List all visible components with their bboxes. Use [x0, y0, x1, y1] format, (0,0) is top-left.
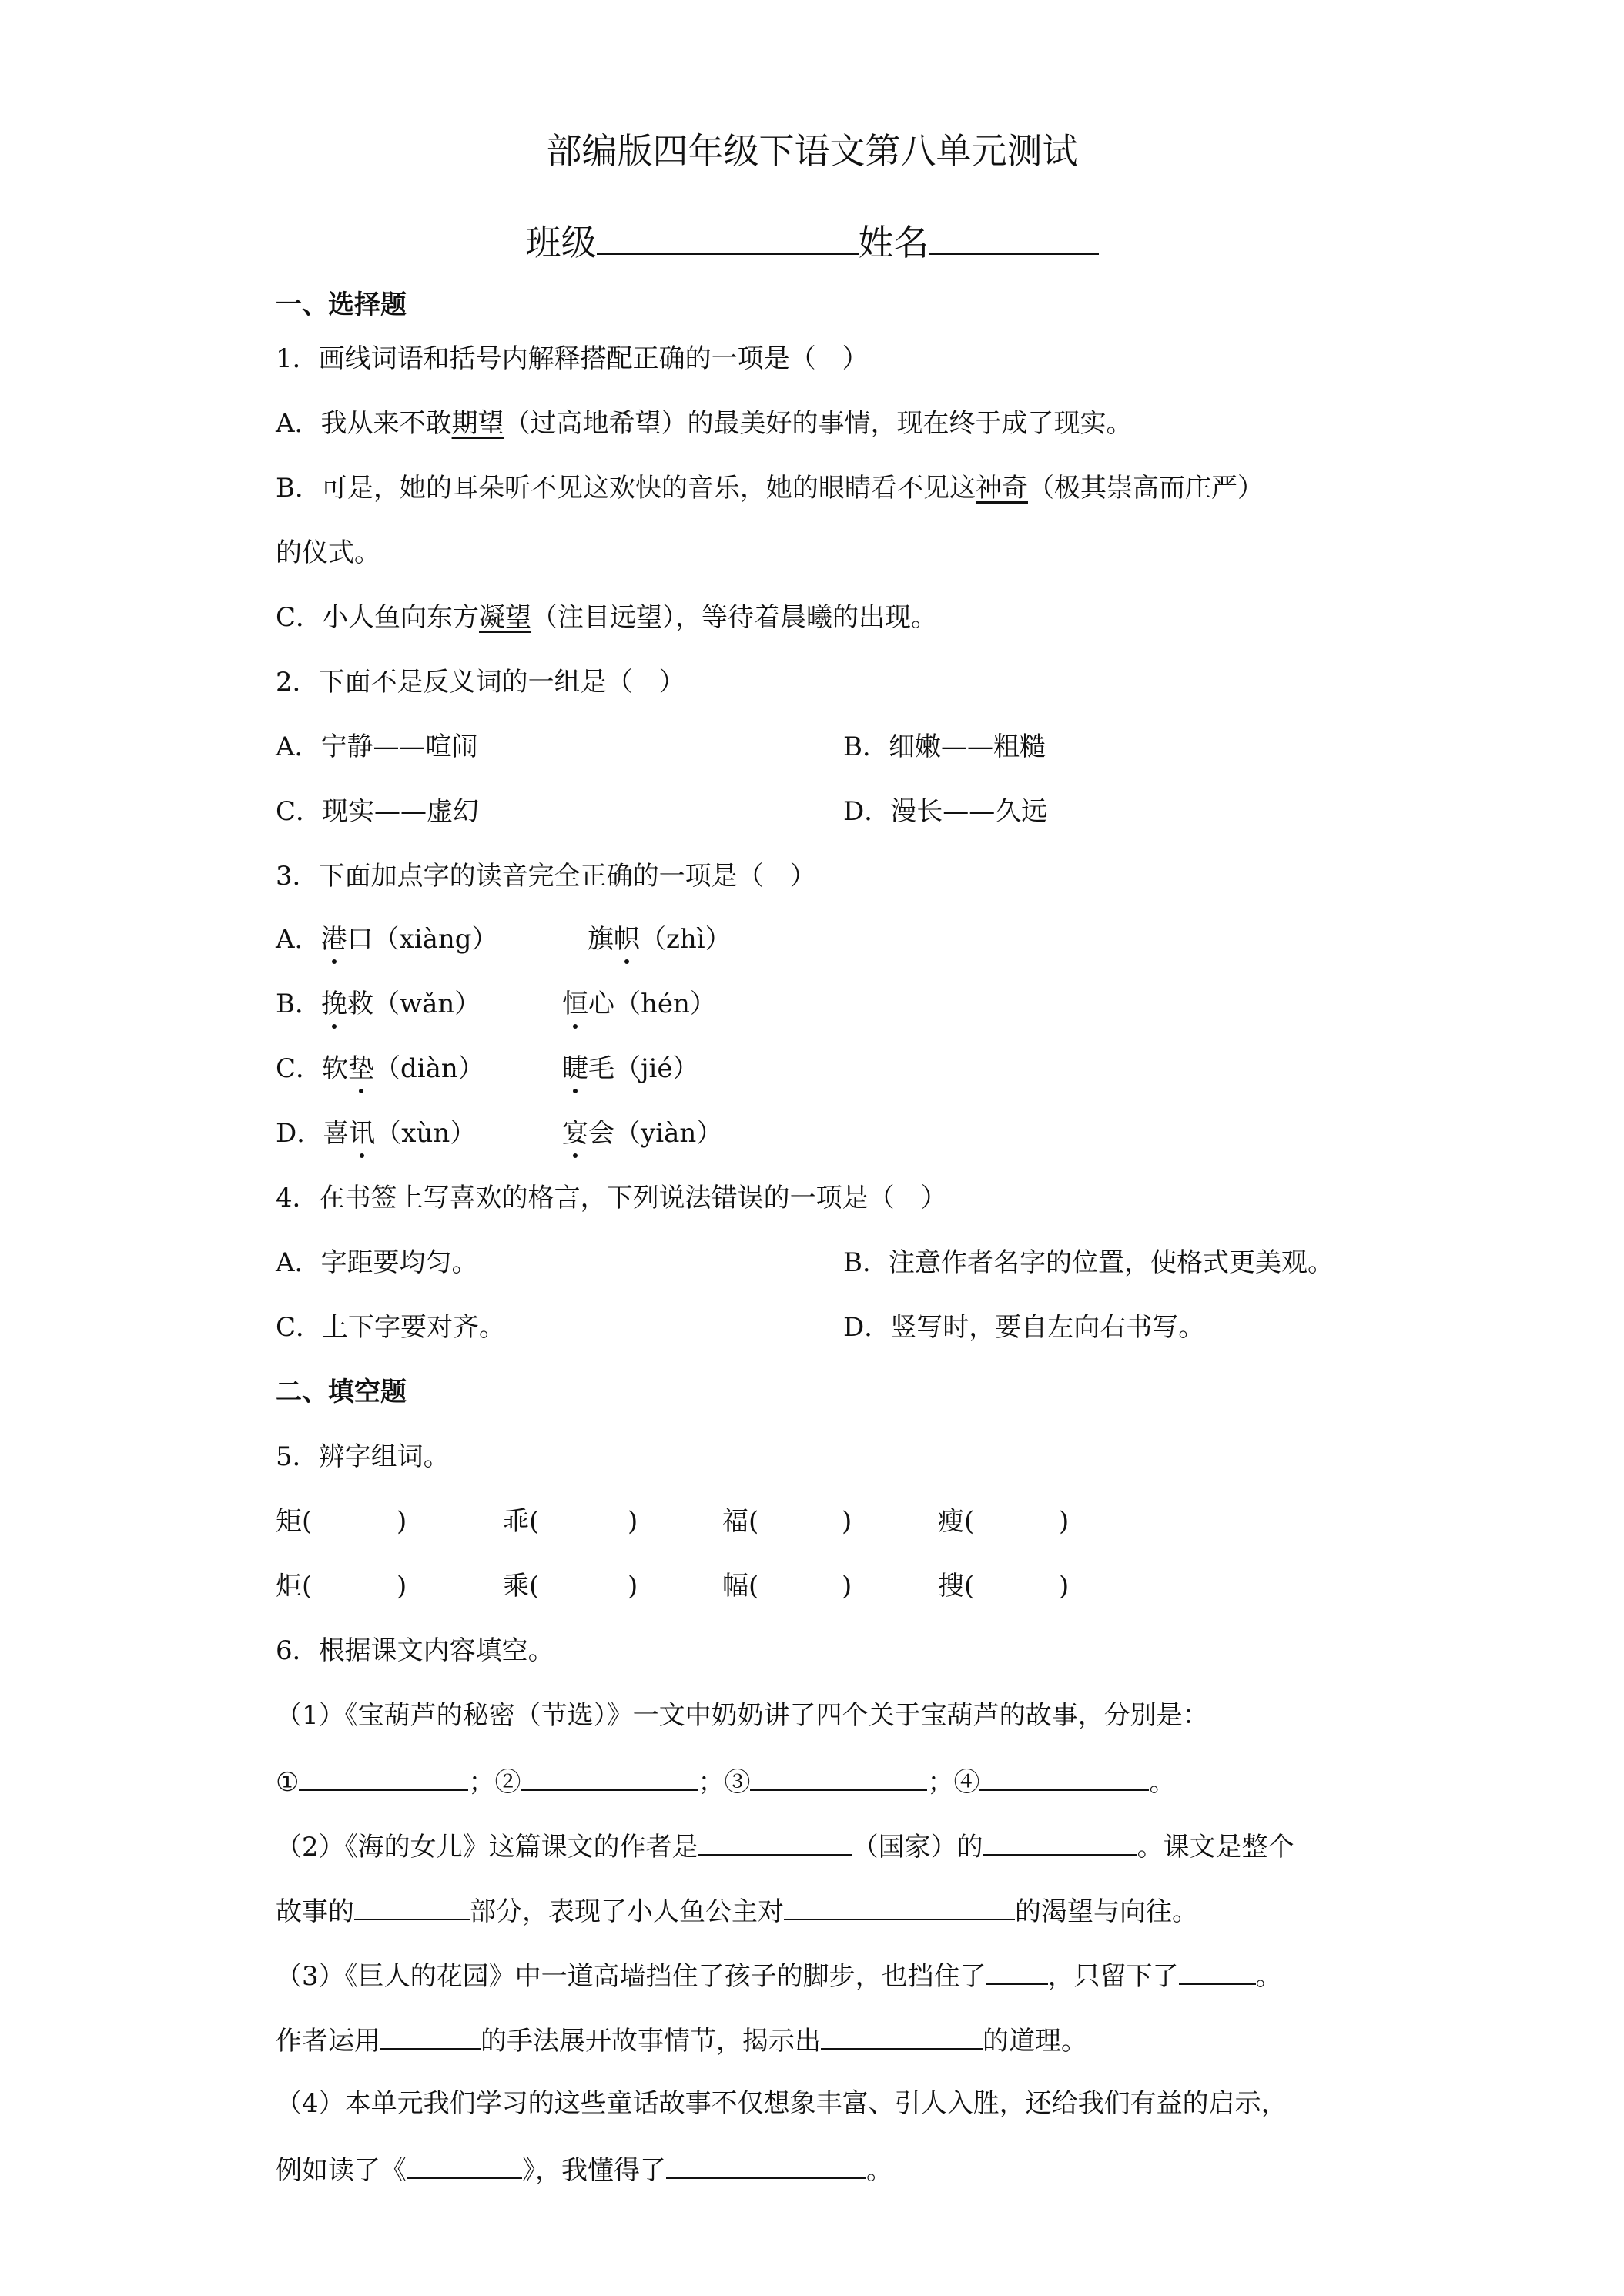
q6-p3-text: ，只留下了 [1047, 1961, 1179, 1992]
q3-c1-pre: 软 [322, 1053, 349, 1084]
q1-stem: 1．画线词语和括号内解释搭配正确的一项是（ ） [276, 343, 869, 374]
q6-p4-text: 。 [866, 2155, 892, 2186]
q5-paren: ) [397, 1571, 407, 1602]
q6-blank-4[interactable] [979, 1763, 1149, 1791]
q5-paren: ) [842, 1506, 852, 1537]
q5-close [1059, 1504, 1069, 1538]
q6-part3-cont [276, 2022, 1087, 2058]
q3-c2-rest: 毛（jié） [588, 1053, 699, 1084]
q6-blank-2[interactable] [521, 1763, 698, 1791]
q3-option-b2 [562, 987, 716, 1021]
q6-p3-text: （3）《巨人的花园》中一道高墙挡住了孩子的脚步，也挡住了 [276, 1961, 986, 1992]
q6-part4-cont [276, 2151, 892, 2187]
q5-close [628, 1569, 638, 1603]
q1-a-rest: （过高地希望）的最美好的事情，现在终于成了现实。 [504, 408, 1133, 439]
q5-cell-2-1[interactable] [276, 1569, 312, 1603]
q3-d1-pre: 喜 [323, 1118, 350, 1149]
q6-part2-cont [276, 1893, 1198, 1929]
class-name-line [0, 216, 1624, 266]
q5-char: 炬( [276, 1571, 313, 1602]
q6-p2-text: 故事的 [276, 1896, 354, 1927]
q1-b-underlined: 神奇 [975, 473, 1028, 504]
q6-blank-story[interactable] [407, 2151, 522, 2179]
q5-paren: ) [1059, 1506, 1070, 1537]
q5-paren: ) [1059, 1571, 1070, 1602]
q5-char: 搜( [938, 1571, 975, 1602]
q6-p2-text: （国家）的 [852, 1832, 983, 1863]
q6-blank-understood[interactable] [666, 2151, 866, 2179]
q6-blank-technique[interactable] [380, 2022, 481, 2050]
q3-b1-rest: 救（wǎn） [347, 989, 481, 1019]
q2-option-b: B．细嫩——粗糙 [843, 731, 1046, 762]
q6-blank-1[interactable] [299, 1763, 468, 1791]
name-blank[interactable] [929, 216, 1099, 255]
q4-option-b: B．注意作者名字的位置，使格式更美观。 [843, 1247, 1334, 1278]
q1-a-text: A．我从来不敢 [276, 408, 452, 439]
q5-paren: ) [628, 1506, 638, 1537]
mark-2: ② [494, 1767, 521, 1798]
q1-a-underlined: 期望 [451, 408, 504, 439]
q5-char: 幅( [722, 1571, 759, 1602]
mark-1: ① [276, 1767, 300, 1798]
q3-d1-dotted: 讯 [349, 1118, 376, 1149]
q3-b1-dotted: 挽 [321, 989, 347, 1019]
q3-c1-rest: （diàn） [374, 1053, 484, 1084]
q3-b2-rest: 心（hén） [588, 989, 716, 1019]
name-label: 姓名 [858, 222, 929, 263]
q6-p2-text: （2）《海的女儿》这篇课文的作者是 [276, 1832, 698, 1863]
q3-option-a [276, 922, 498, 956]
q3-c-label: C． [276, 1053, 323, 1084]
q3-c2-dotted: 睫 [562, 1053, 588, 1084]
q1-option-c [276, 601, 937, 634]
q5-char: 矩( [276, 1506, 313, 1537]
q5-close [397, 1504, 407, 1538]
page-title: 部编版四年级下语文第八单元测试 [546, 130, 1078, 172]
q6-part4: （4）本单元我们学习的这些童话故事不仅想象丰富、引人入胜，还给我们有益的启示， [276, 2088, 1287, 2119]
q6-part2 [276, 1828, 1294, 1864]
mark-3: ③ [724, 1767, 751, 1798]
q6-p2-text: 的渴望与向往。 [1015, 1896, 1198, 1927]
q6-part3 [276, 1957, 1282, 1993]
q3-a2-dotted: 帜 [614, 924, 640, 955]
q5-cell-2-4[interactable] [938, 1569, 974, 1603]
q4-option-c: C．上下字要对齐。 [276, 1312, 506, 1343]
q1-c-text: C．小人鱼向东方 [276, 602, 480, 633]
q3-d-label: D． [276, 1118, 323, 1149]
q5-close [628, 1504, 638, 1538]
q3-option-d [276, 1116, 476, 1150]
q5-cell-2-2[interactable] [503, 1569, 539, 1603]
q2-option-d: D．漫长——久远 [843, 796, 1048, 827]
q6-stem: 6．根据课文内容填空。 [276, 1635, 554, 1666]
q6-blank-blocked[interactable] [986, 1957, 1048, 1985]
q5-close [1059, 1569, 1069, 1603]
q6-p4-text: 》，我懂得了 [522, 2155, 666, 2186]
q6-p2-text: 。课文是整个 [1137, 1832, 1294, 1863]
sep: ； [927, 1767, 954, 1798]
mark-4: ④ [953, 1767, 980, 1798]
q3-a2-rest: （zhì） [640, 924, 732, 955]
q3-option-a2 [588, 922, 732, 956]
q4-stem: 4．在书签上写喜欢的格言，下列说法错误的一项是（ ） [276, 1183, 947, 1213]
q5-paren: ) [842, 1571, 852, 1602]
q5-cell-2-3[interactable] [722, 1569, 758, 1603]
q3-a1-dotted: 港 [320, 924, 347, 955]
class-blank[interactable] [597, 216, 859, 255]
q5-cell-1-4[interactable] [938, 1504, 974, 1538]
q3-a-label: A． [276, 924, 321, 955]
q3-c1-dotted: 垫 [348, 1053, 375, 1084]
q3-option-b [276, 987, 481, 1021]
q5-char: 福( [722, 1506, 759, 1537]
q3-option-c [276, 1052, 484, 1086]
q6-blank-lesson[interactable] [821, 2022, 983, 2050]
q4-option-d: D．竖写时，要自左向右书写。 [843, 1312, 1205, 1343]
q6-part1-blanks [276, 1763, 1175, 1799]
q3-option-c2 [562, 1052, 699, 1086]
q3-b2-dotted: 恒 [562, 989, 588, 1019]
q3-d2-rest: 会（yiàn） [588, 1118, 723, 1149]
q5-cell-1-2[interactable] [503, 1504, 539, 1538]
q1-b-rest: （极其崇高而庄严） [1027, 473, 1264, 504]
q5-char: 瘦( [938, 1506, 975, 1537]
q3-b-label: B． [276, 989, 321, 1019]
q6-p3-text: 的手法展开故事情节，揭示出 [481, 2026, 821, 2057]
section-heading-choice: 一、选择题 [276, 290, 407, 320]
q6-p2-text: 部分，表现了小人鱼公主对 [470, 1896, 784, 1927]
q5-cell-1-3[interactable] [722, 1504, 758, 1538]
q1-b-text: B．可是，她的耳朵听不见这欢快的音乐，她的眼睛看不见这 [276, 473, 976, 504]
end: 。 [1149, 1767, 1176, 1798]
q6-blank-left[interactable] [1179, 1957, 1256, 1985]
q6-p4-text: 例如读了《 [276, 2155, 407, 2186]
q5-close [397, 1569, 407, 1603]
q5-paren: ) [397, 1506, 407, 1537]
q3-a1-rest: 口（xiàng） [347, 924, 498, 955]
sep: ； [468, 1767, 495, 1798]
q5-char: 乘( [503, 1571, 540, 1602]
q1-option-a [276, 407, 1133, 440]
q5-paren: ) [628, 1571, 638, 1602]
q6-p3-text: 。 [1255, 1961, 1282, 1992]
class-label: 班级 [525, 222, 597, 263]
q5-stem: 5．辨字组词。 [276, 1441, 450, 1472]
q3-d1-rest: （xùn） [375, 1118, 477, 1149]
q1-c-rest: （注目远望），等待着晨曦的出现。 [531, 602, 938, 633]
q6-blank-name[interactable] [983, 1828, 1137, 1856]
q6-blank-desire[interactable] [784, 1893, 1015, 1920]
q4-option-a: A．字距要均匀。 [276, 1247, 478, 1278]
q5-cell-1-1[interactable] [276, 1504, 312, 1538]
sep: ； [698, 1767, 725, 1798]
q3-stem: 3．下面加点字的读音完全正确的一项是（ ） [276, 861, 816, 892]
q5-char: 乖( [503, 1506, 540, 1537]
q6-blank-author[interactable] [698, 1828, 852, 1856]
q3-d2-dotted: 宴 [562, 1118, 588, 1149]
q3-option-d2 [562, 1116, 722, 1150]
q6-blank-part[interactable] [354, 1893, 470, 1920]
q6-blank-3[interactable] [750, 1763, 927, 1791]
q1-option-b-cont: 的仪式。 [276, 537, 380, 568]
q3-a2-pre: 旗 [588, 924, 614, 955]
q6-part1: （1）《宝葫芦的秘密（节选）》一文中奶奶讲了四个关于宝葫芦的故事，分别是： [276, 1700, 1209, 1731]
q2-option-c: C．现实——虚幻 [276, 796, 480, 827]
q1-option-b [276, 471, 1264, 505]
section-heading-fill: 二、填空题 [276, 1377, 407, 1407]
q6-p3-text: 作者运用 [276, 2026, 380, 2057]
q2-option-a: A．宁静——喧闹 [276, 731, 478, 762]
q5-close [842, 1504, 852, 1538]
q5-close [842, 1569, 852, 1603]
q2-stem: 2．下面不是反义词的一组是（ ） [276, 667, 685, 698]
q6-p3-text: 的道理。 [983, 2026, 1087, 2057]
q1-c-underlined: 凝望 [479, 602, 532, 633]
